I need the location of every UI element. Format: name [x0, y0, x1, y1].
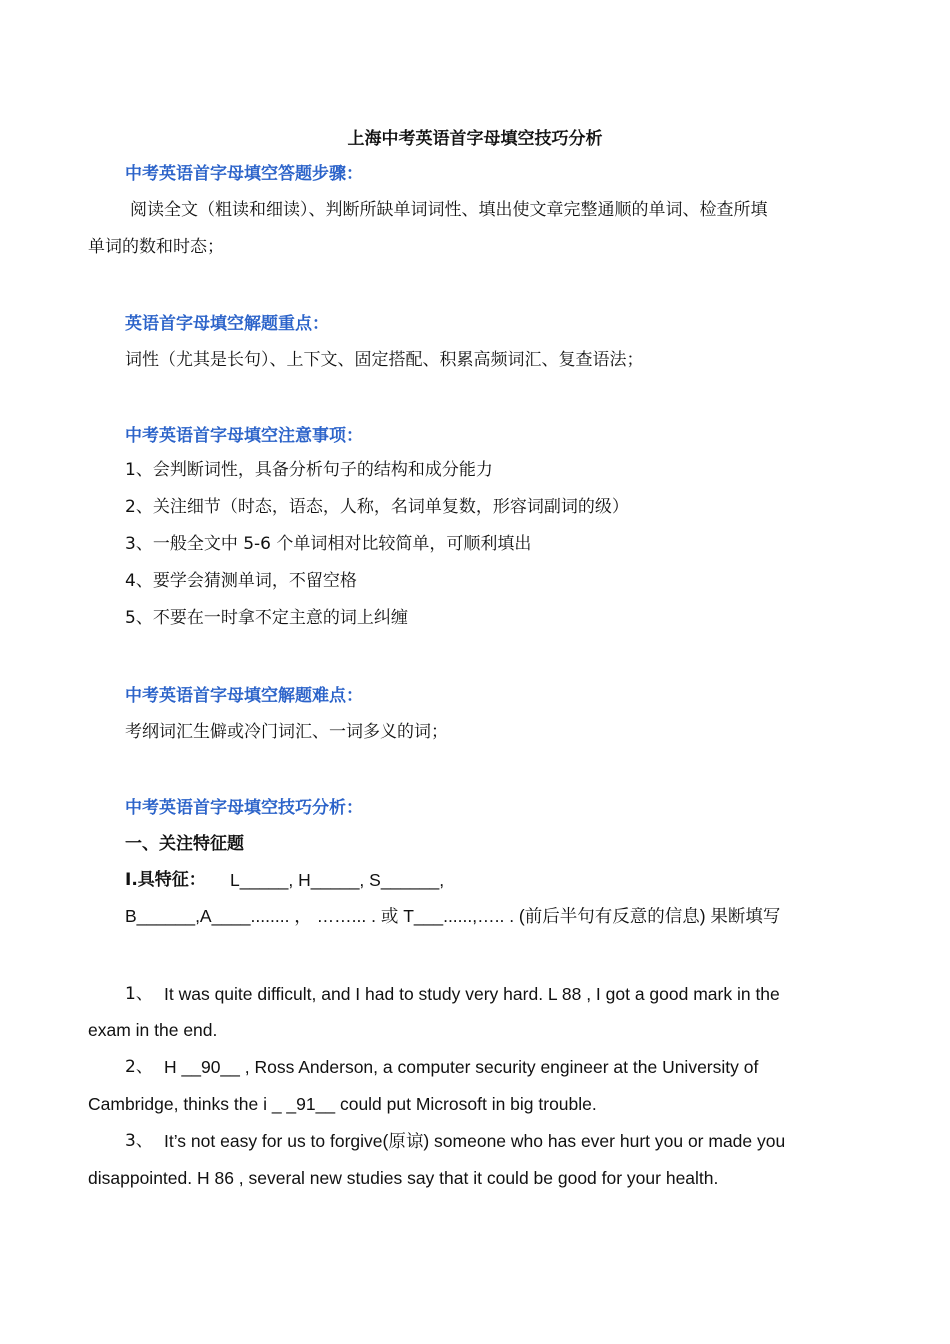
example-line2: Cambridge, thinks the i _ _91__ could put Microsoft in big trouble.	[88, 1094, 597, 1114]
steps-heading: 中考英语首字母填空答题步骤：	[125, 164, 363, 184]
example-line1: H __90__ , Ross Anderson, a computer security engineer at the University of	[164, 1057, 759, 1077]
notes-item: 1、会判断词性，具备分析句子的结构和成分能力	[125, 460, 493, 480]
example-number: 3、	[125, 1131, 153, 1151]
example-line1: It’s not easy for us to forgive(原谅) someone who has ever hurt you or made you	[164, 1131, 786, 1151]
example-number: 2、	[125, 1057, 153, 1077]
difficulties-heading: 中考英语首字母填空解题难点：	[125, 686, 363, 706]
notes-item: 3、一般全文中 5-6 个单词相对比较简单，可顺利填出	[125, 534, 532, 554]
notes-heading: 中考英语首字母填空注意事项：	[125, 426, 363, 446]
notes-item: 2、关注细节（时态，语态，人称，名词单复数，形容词副词的级）	[125, 497, 629, 517]
steps-body-line1: 阅读全文（粗读和细读）、判断所缺单词词性、填出使文章完整通顺的单词、检查所填	[130, 200, 768, 220]
key-points-body: 词性（尤其是长句）、上下文、固定搭配、积累高频词汇、复查语法；	[125, 350, 644, 370]
feature-line1: L_____, H_____, S______,	[230, 870, 445, 890]
notes-item: 5、不要在一时拿不定主意的词上纠缠	[125, 608, 408, 628]
page-title: 上海中考英语首字母填空技巧分析	[347, 129, 603, 149]
key-points-heading: 英语首字母填空解题重点：	[125, 314, 329, 334]
example-line2: disappointed. H 86 , several new studies say that it could be good for your health.	[88, 1168, 719, 1188]
feature-line2: B______,A____........ ， ……... . 或 T___......,….. . (前后半句有反意的信息) 果断填写	[125, 906, 781, 926]
example-number: 1、	[125, 984, 153, 1004]
difficulties-body: 考纲词汇生僻或冷门词汇、一词多义的词；	[125, 722, 448, 742]
example-line1: It was quite difficult, and I had to study very hard. L 88 , I got a good mark in the	[164, 984, 780, 1004]
notes-item: 4、要学会猜测单词，不留空格	[125, 571, 357, 591]
steps-body-line2: 单词的数和时态；	[88, 237, 224, 257]
example-line2: exam in the end.	[88, 1020, 218, 1040]
feature-label: I.具特征：	[125, 870, 206, 890]
techniques-subheading: 一、关注特征题	[125, 834, 244, 854]
techniques-heading: 中考英语首字母填空技巧分析：	[125, 798, 363, 818]
